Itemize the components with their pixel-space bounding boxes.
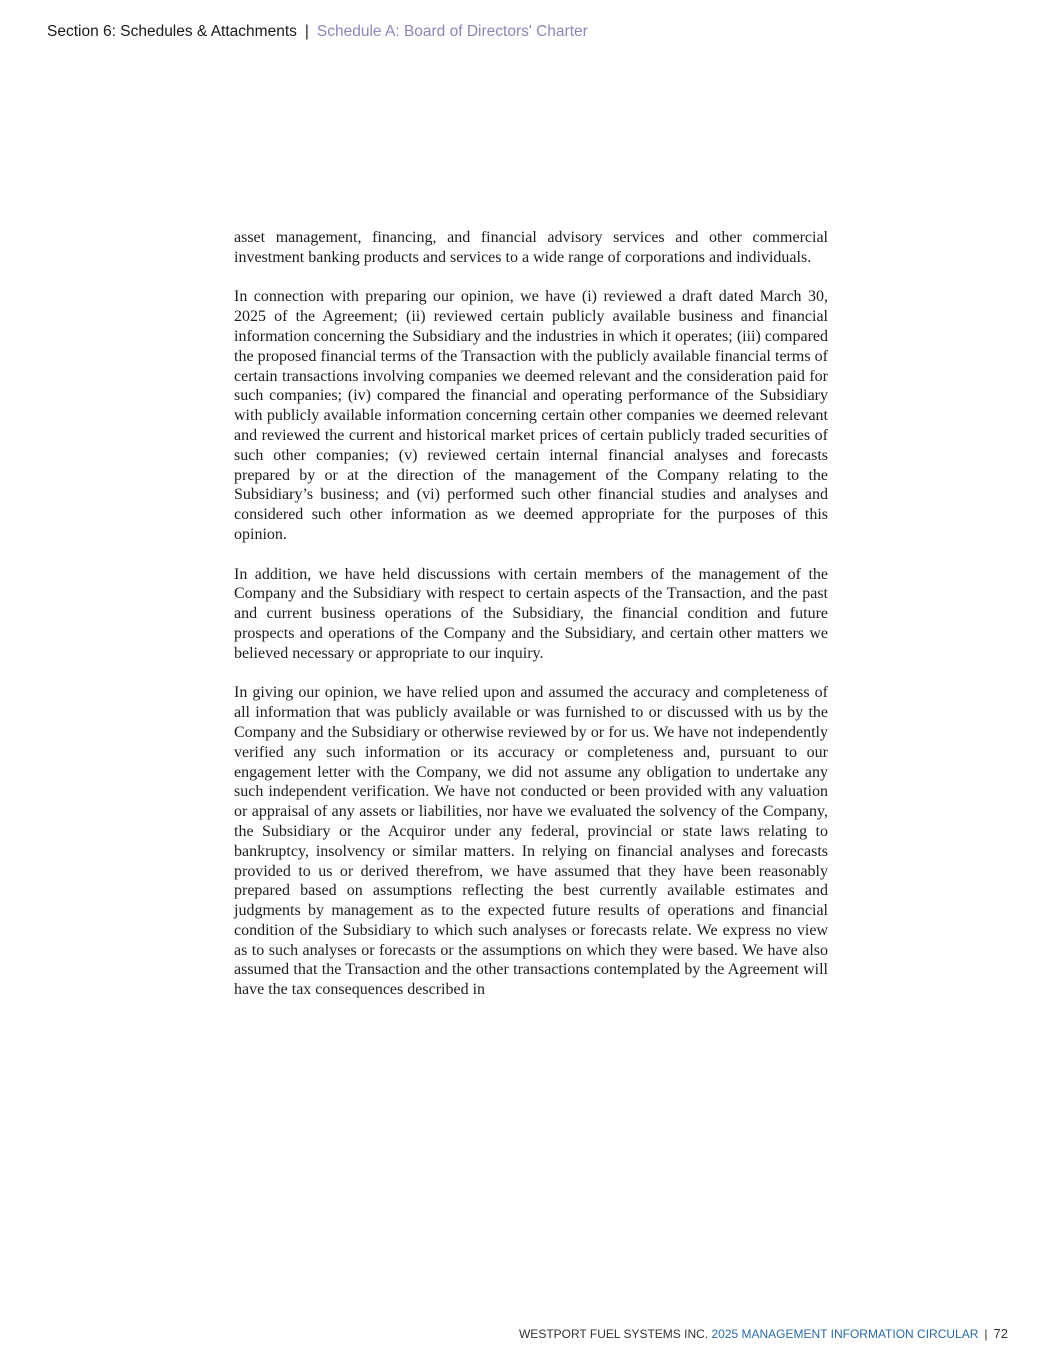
paragraph-4: In giving our opinion, we have relied upon and assumed the accuracy and completeness of all information that was publicly available or was furnished to or discussed with us by the Company and the Subsidiary or otherwise reviewed by or for us. We have not independently verified any such information or its accuracy or completeness and, pursuant to our engagement letter with the Company, we did not assume any obligation to undertake any such independent verification. We have not conducted or been provided with any valuation or appraisal of any assets or liabilities, nor have we evaluated the solvency of the Company, the Subsidiary or the Acquiror under any federal, provincial or state laws relating to bankruptcy, insolvency or similar matters. In relying on financial analyses and forecasts provided to us or derived therefrom, we have assumed that they have been reasonably prepared based on assumptions reflecting the best currently available estimates and judgments by management as to the expected future results of operations and financial condition of the Subsidiary to which such analyses or forecasts relate. We express no view as to such analyses or forecasts or the assumptions on which they were based. We have also assumed that the Transaction and the other transactions contemplated by the Agreement will have the tax consequences described in: [234, 684, 828, 999]
header-section-title: Section 6: Schedules & Attachments: [47, 23, 297, 40]
footer-document-title: 2025 MANAGEMENT INFORMATION CIRCULAR: [711, 1327, 979, 1341]
footer-company: WESTPORT FUEL SYSTEMS INC.: [518, 1327, 709, 1341]
document-body: [234, 228, 828, 1000]
header-subsection-title: Schedule A: Board of Directors' Charter: [316, 23, 588, 40]
paragraph-1: asset management, financing, and financial advisory services and other commercial investment banking products and services to a wide range of corporations and individuals.: [234, 229, 828, 266]
page-header: [47, 23, 588, 41]
page-footer: [519, 1326, 1008, 1341]
footer-separator: |: [984, 1327, 988, 1341]
paragraph-3: In addition, we have held discussions with certain members of the management of the Company and the Subsidiary with respect to certain aspects of the Transaction, and the past and current business operations of the Subsidiary, the financial condition and future prospects and operations of the Company and the Subsidiary, and certain other matters we believed necessary or appropriate to our inquiry.: [234, 565, 828, 662]
paragraph-2: In connection with preparing our opinion, we have (i) reviewed a draft dated March 30, 2025 of the Agreement; (ii) reviewed certain publicly available business and financial information concerning the Subsidiary and the industries in which it operates; (iii) compared the proposed financial terms of the Transaction with the publicly available financial terms of certain transactions involving companies we deemed relevant and the consideration paid for such companies; (iv) compared the financial and operating performance of the Subsidiary with publicly available information concerning certain other companies we deemed relevant and reviewed the current and historical market prices of certain publicly traded securities of such other companies; (v) reviewed certain internal financial analyses and forecasts prepared by or at the direction of the management of the Company relating to the Subsidiary’s business; and (vi) performed such other financial studies and analyses and considered such other information as we deemed appropriate for the purposes of this opinion.: [234, 288, 828, 543]
page-number: 72: [993, 1326, 1008, 1341]
header-separator: |: [304, 23, 309, 40]
